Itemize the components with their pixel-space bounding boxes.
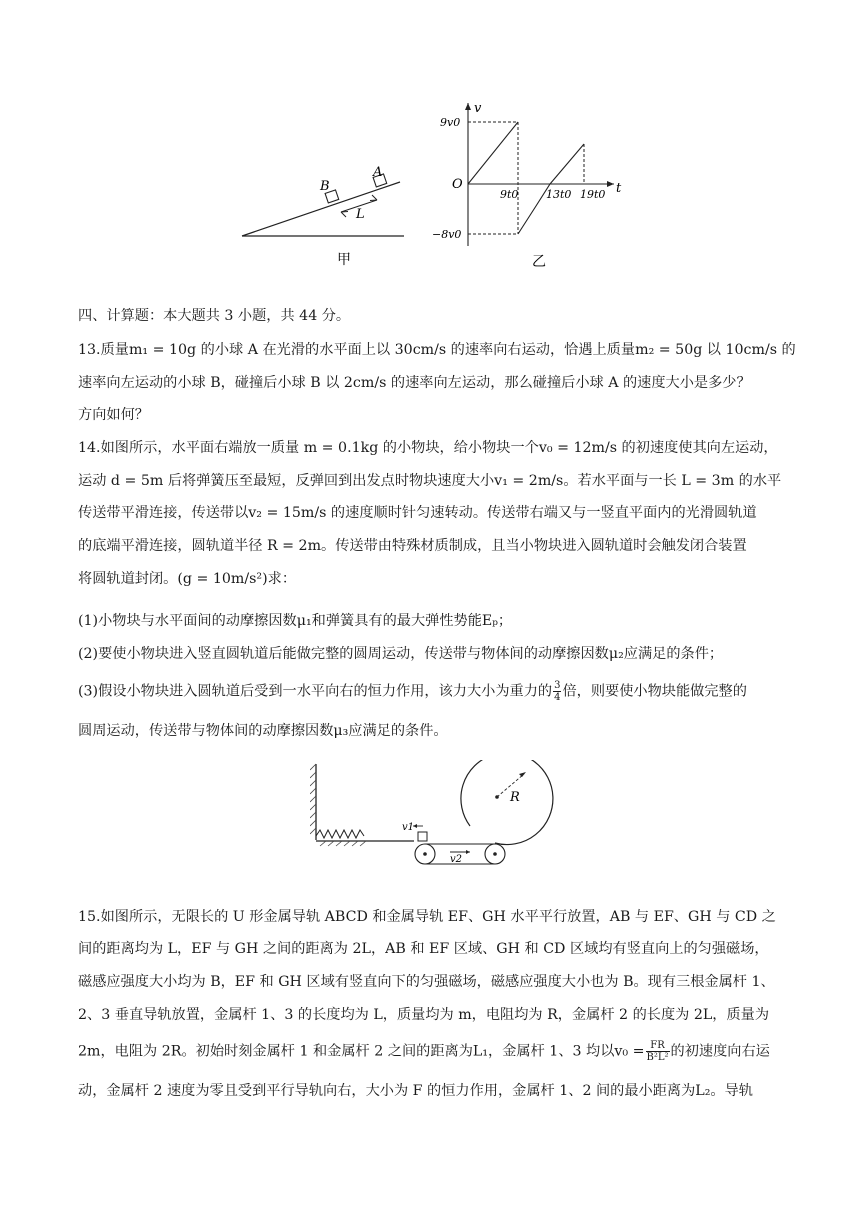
q15-line4: 2、3 垂直导轨放置，金属杆 1、3 的长度均为 L，质量均为 m，电阻均为 R，金属杆 2 的长度为 2L，质量为 bbox=[78, 1007, 770, 1023]
y-tick-negative: −8v0 bbox=[432, 228, 462, 241]
origin-label: O bbox=[452, 177, 463, 192]
q14-line3: 传送带平滑连接，传送带以v₂ = 15m/s 的速度顺时针匀速转动。传送带右端又与一竖直平面内的光滑圆轨道 bbox=[78, 505, 757, 521]
label-B: B bbox=[320, 179, 330, 194]
label-A: A bbox=[373, 165, 383, 180]
q13-line3: 方向如何？ bbox=[78, 407, 149, 423]
q15-line6: 动，金属杆 2 速度为零且受到平行导轨向右，大小为 F 的恒力作用，金属杆 1、2 间的最小距离为L₂。导轨 bbox=[78, 1083, 753, 1099]
caption-yi: 乙 bbox=[532, 254, 546, 270]
section-title: 四、计算题：本大题共 3 小题，共 44 分。 bbox=[78, 308, 351, 324]
q14-part3-line2: 圆周运动，传送带与物体间的动摩擦因数μ₃应满足的条件。 bbox=[78, 723, 448, 739]
q14-part3-line1 bbox=[78, 680, 800, 703]
label-v2: v2 bbox=[450, 854, 463, 865]
figure-conveyor-loop bbox=[310, 760, 560, 875]
q15-line1: 15.如图所示，无限长的 U 形金属导轨 ABCD 和金属导轨 EF、GH 水平平行放置，AB 与 EF、GH 与 CD 之 bbox=[78, 909, 776, 925]
label-L: L bbox=[356, 207, 365, 222]
fraction-FR-over-B2L2: $\frac{FR}{\text{B²L²}}$ bbox=[646, 1040, 669, 1063]
q15-line5 bbox=[78, 1040, 800, 1063]
q14-line5: 将圆轨道封闭。(g = 10m/s²)求： bbox=[78, 571, 297, 587]
q14-part2: (2)要使小物块进入竖直圆轨道后能做完整的圆周运动，传送带与物体间的动摩擦因数μ₂应满足的条件； bbox=[78, 646, 724, 662]
q15-line5-text-b: 的初速度向右运 bbox=[670, 1043, 770, 1060]
q15-line3: 磁感应强度大小均为 B，EF 和 GH 区域有竖直向下的匀强磁场，磁感应强度大小也为 B。现有三根金属杆 1、 bbox=[78, 974, 775, 990]
figure-yi-vt-graph bbox=[420, 98, 630, 278]
q14-part3-text-a: (3)假设小物块进入圆轨道后受到一水平向右的恒力作用，该力大小为重力的 bbox=[78, 683, 553, 700]
q14-line4: 的底端平滑连接，圆轨道半径 R = 2m。传送带由特殊材质制成，且当小物块进入圆轨道时会触发闭合装置 bbox=[78, 538, 747, 554]
q13-line2: 速率向左运动的小球 B，碰撞后小球 B 以 2cm/s 的速率向左运动，那么碰撞后小球 A 的速度大小是多少？ bbox=[78, 375, 751, 391]
figure-jia bbox=[236, 160, 416, 270]
q15-line5-text-a: 2m，电阻为 2R。初始时刻金属杆 1 和金属杆 2 之间的距离为L₁，金属杆 1、3 均以v₀ = bbox=[78, 1043, 645, 1060]
x-tick-13t0: 13t0 bbox=[546, 188, 572, 201]
y-tick-positive: 9v0 bbox=[440, 116, 461, 129]
axis-v-label: v bbox=[474, 101, 482, 116]
q14-part1: (1)小物块与水平面间的动摩擦因数μ₁和弹簧具有的最大弹性势能Eₚ； bbox=[78, 613, 513, 629]
q14-part3-text-b: 倍，则要使小物块能做完整的 bbox=[562, 683, 747, 700]
axis-t-label: t bbox=[616, 181, 622, 196]
label-R: R bbox=[510, 790, 520, 805]
q15-line2: 间的距离均为 L，EF 与 GH 之间的距离为 2L，AB 和 EF 区域、GH 和 CD 区域均有竖直向上的匀强磁场， bbox=[78, 941, 769, 957]
fraction-three-quarters: $\frac{3}{4}$ bbox=[554, 680, 561, 703]
q14-line1: 14.如图所示，水平面右端放一质量 m = 0.1kg 的小物块，给小物块一个v₀ = 12m/s 的初速度使其向左运动， bbox=[78, 440, 778, 456]
q14-line2: 运动 d = 5m 后将弹簧压至最短，反弹回到出发点时物块速度大小v₁ = 2m/s。若水平面与一长 L = 3m 的水平 bbox=[78, 473, 782, 489]
label-v1: v1 bbox=[402, 822, 415, 833]
q13-line1: 13.质量m₁ = 10g 的小球 A 在光滑的水平面上以 30cm/s 的速率向右运动，恰遇上质量m₂ = 50g 以 10cm/s 的 bbox=[78, 342, 796, 358]
x-tick-19t0: 19t0 bbox=[580, 188, 606, 201]
x-tick-9t0: 9t0 bbox=[500, 188, 519, 201]
caption-jia: 甲 bbox=[337, 252, 351, 268]
